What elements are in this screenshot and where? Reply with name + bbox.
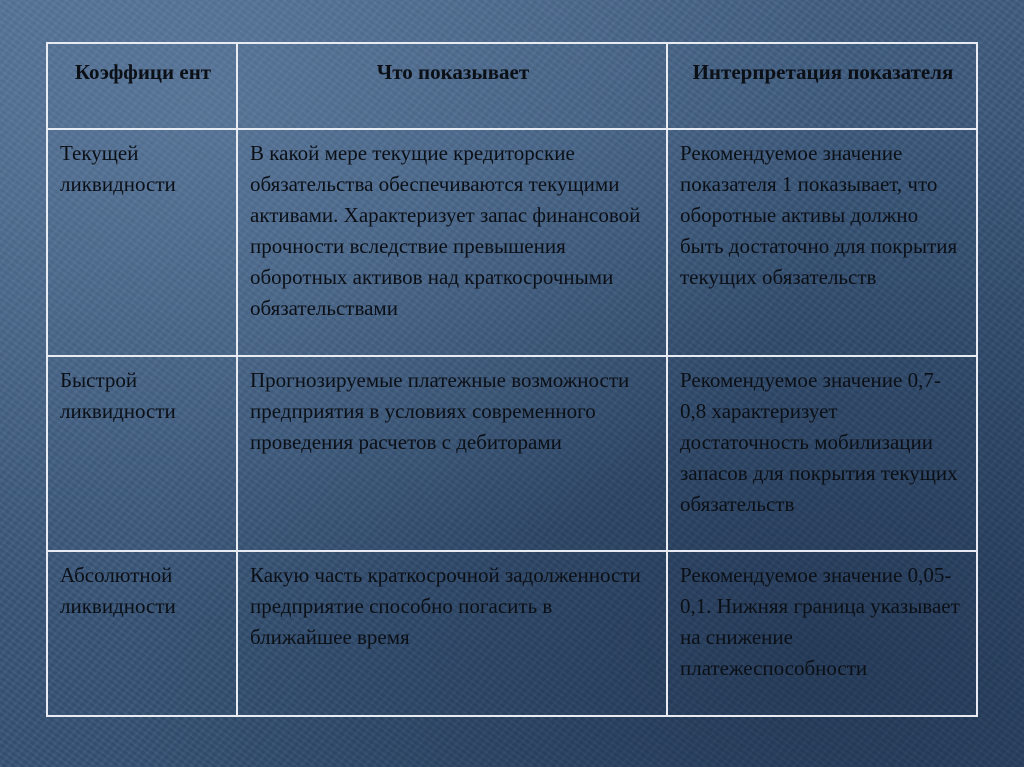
table-header-row xyxy=(47,43,977,129)
table-row xyxy=(47,129,977,356)
cell-coefficient: Быстрой ликвидности xyxy=(47,356,237,551)
cell-interpretation: Рекомендуемое значение 0,7-0,8 характеризует достаточность мобилизации запасов для покрытия текущих обязательств xyxy=(667,356,977,551)
cell-what-it-shows: Прогнозируемые платежные возможности предприятия в условиях современного проведения расчетов с дебиторами xyxy=(237,356,667,551)
table-row xyxy=(47,356,977,551)
header-what-it-shows: Что показывает xyxy=(237,43,667,129)
cell-coefficient: Текущей ликвидности xyxy=(47,129,237,356)
cell-what-it-shows: В какой мере текущие кредиторские обязательства обеспечиваются текущими активами. Характеризует запас финансовой прочности вследствие превышения оборотных активов над краткосрочными обязательствами xyxy=(237,129,667,356)
liquidity-ratios-table-container xyxy=(46,42,976,715)
header-interpretation: Интерпретация показателя xyxy=(667,43,977,129)
header-coefficient: Коэффици ент xyxy=(47,43,237,129)
cell-coefficient: Абсолютной ликвидности xyxy=(47,551,237,716)
cell-what-it-shows: Какую часть краткосрочной задолженности предприятие способно погасить в ближайшее время xyxy=(237,551,667,716)
cell-interpretation: Рекомендуемое значение показателя 1 показывает, что оборотные активы должно быть достаточно для покрытия текущих обязательств xyxy=(667,129,977,356)
cell-interpretation: Рекомендуемое значение 0,05-0,1. Нижняя граница указывает на снижение платежеспособности xyxy=(667,551,977,716)
liquidity-ratios-table xyxy=(46,42,978,717)
table-row xyxy=(47,551,977,716)
